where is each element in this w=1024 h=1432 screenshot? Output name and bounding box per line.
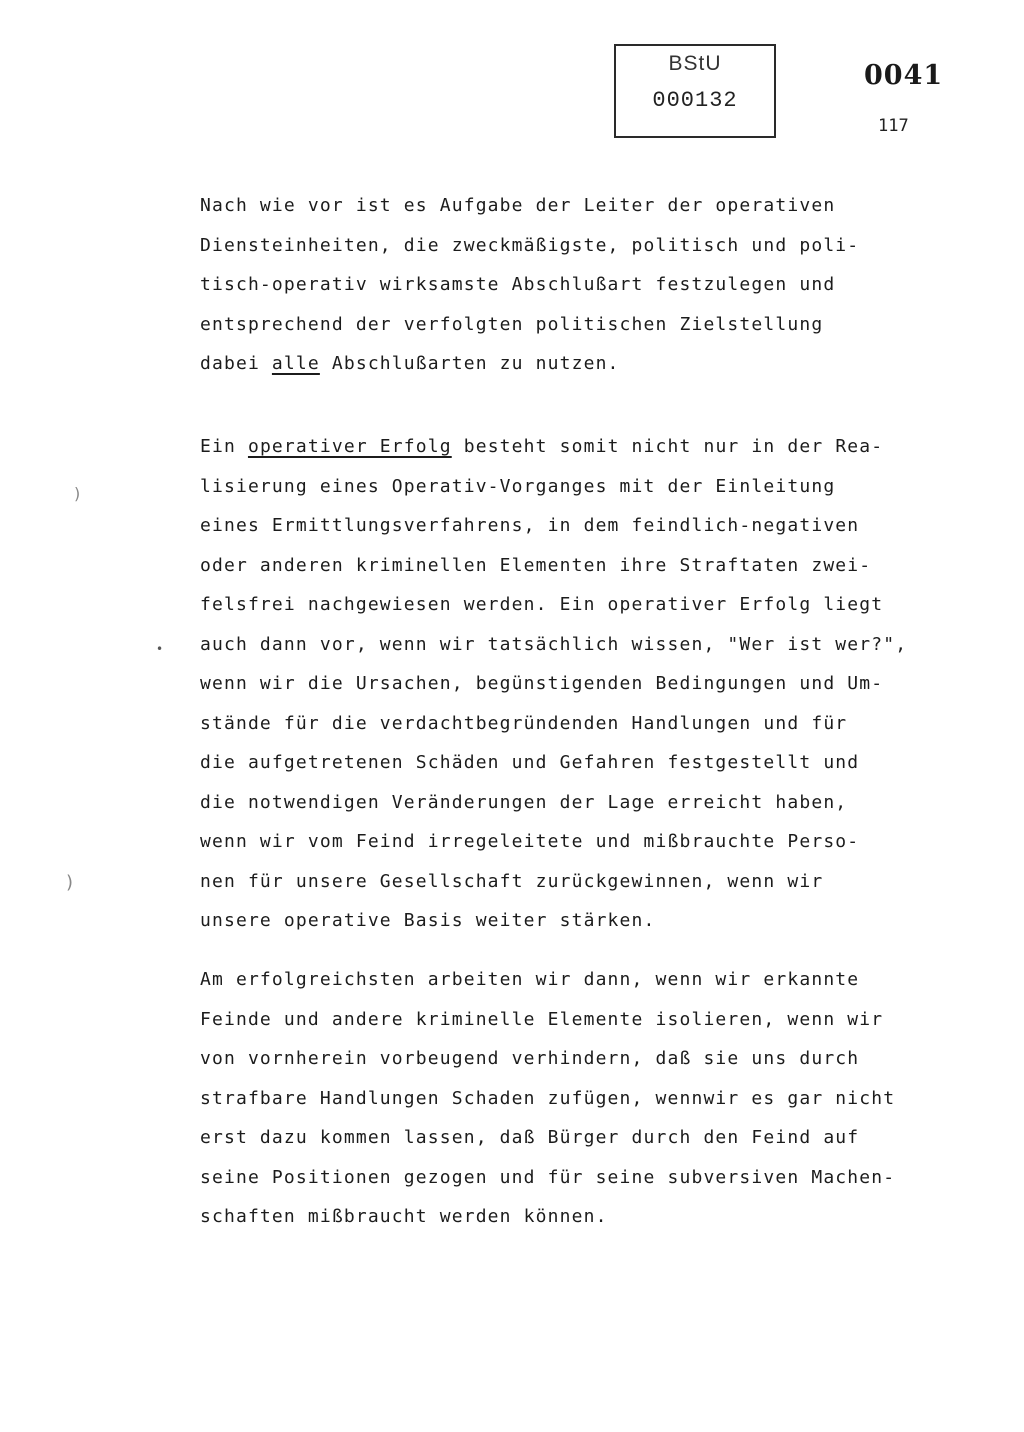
text-segment: besteht somit nicht nur in der Rea-	[451, 436, 884, 457]
text-line: nen für unsere Gesellschaft zurückgewinnen, wenn wir	[200, 870, 824, 892]
text-line: unsere operative Basis weiter stärken.	[200, 910, 656, 931]
scan-mark: )	[66, 872, 74, 893]
underlined-phrase: operativer Erfolg	[247, 436, 452, 457]
text-line: schaften mißbraucht werden können.	[200, 1206, 608, 1227]
text-line: Am erfolgreichsten arbeiten wir dann, wenn wir erkannte	[200, 969, 860, 990]
stamp-label: BStU	[668, 52, 722, 75]
text-line: strafbare Handlungen Schaden zufügen, wennwir es gar nicht	[200, 1087, 896, 1109]
text-line: Nach wie vor ist es Aufgabe der Leiter der operativen	[200, 195, 836, 216]
text-line: oder anderen kriminellen Elementen ihre Straftaten zwei-	[200, 554, 872, 576]
text-line: tisch-operativ wirksamste Abschlußart festzulegen und	[200, 274, 836, 295]
stamp-number: 000132	[652, 88, 738, 113]
text-line	[200, 427, 907, 467]
underlined-word: alle	[271, 353, 320, 374]
text-line: Feinde und andere kriminelle Elemente isolieren, wenn wir	[200, 1008, 884, 1030]
text-line: erst dazu kommen lassen, daß Bürger durch den Feind auf	[200, 1127, 860, 1148]
text-line: felsfrei nachgewiesen werden. Ein operativer Erfolg liegt	[200, 594, 884, 615]
archive-stamp	[614, 44, 776, 138]
text-line	[200, 344, 859, 384]
text-line: von vornherein vorbeugend verhindern, daß sie uns durch	[200, 1048, 860, 1069]
page-number: 117	[878, 116, 909, 136]
scan-dot: •	[156, 642, 164, 656]
text-line: auch dann vor, wenn wir tatsächlich wissen, "Wer ist wer?",	[200, 633, 908, 655]
paragraph-2	[200, 427, 907, 941]
paragraph-1	[200, 186, 859, 384]
text-line: entsprechend der verfolgten politischen Zielstellung	[200, 313, 824, 335]
text-line: seine Positionen gezogen und für seine subversiven Machen-	[200, 1166, 896, 1188]
text-line: stände für die verdachtbegründenden Handlungen und für	[200, 712, 848, 734]
archive-number: 0041	[864, 60, 944, 91]
text-line: wenn wir die Ursachen, begünstigenden Bedingungen und Um-	[200, 673, 884, 694]
text-line: Diensteinheiten, die zweckmäßigste, politisch und poli-	[200, 234, 860, 256]
text-line: lisierung eines Operativ-Vorganges mit der Einleitung	[200, 475, 836, 497]
text-line: eines Ermittlungsverfahrens, in dem feindlich-negativen	[200, 515, 860, 536]
text-line: die notwendigen Veränderungen der Lage erreicht haben,	[200, 791, 848, 813]
text-line: die aufgetretenen Schäden und Gefahren festgestellt und	[200, 752, 860, 773]
text-line: wenn wir vom Feind irregeleitete und mißbrauchte Perso-	[200, 831, 860, 852]
scan-mark: )	[74, 484, 81, 503]
text-segment: Abschlußarten zu nutzen.	[319, 353, 620, 374]
text-segment: dabei	[200, 353, 272, 374]
paragraph-3	[200, 960, 895, 1237]
text-segment: Ein	[200, 436, 248, 457]
